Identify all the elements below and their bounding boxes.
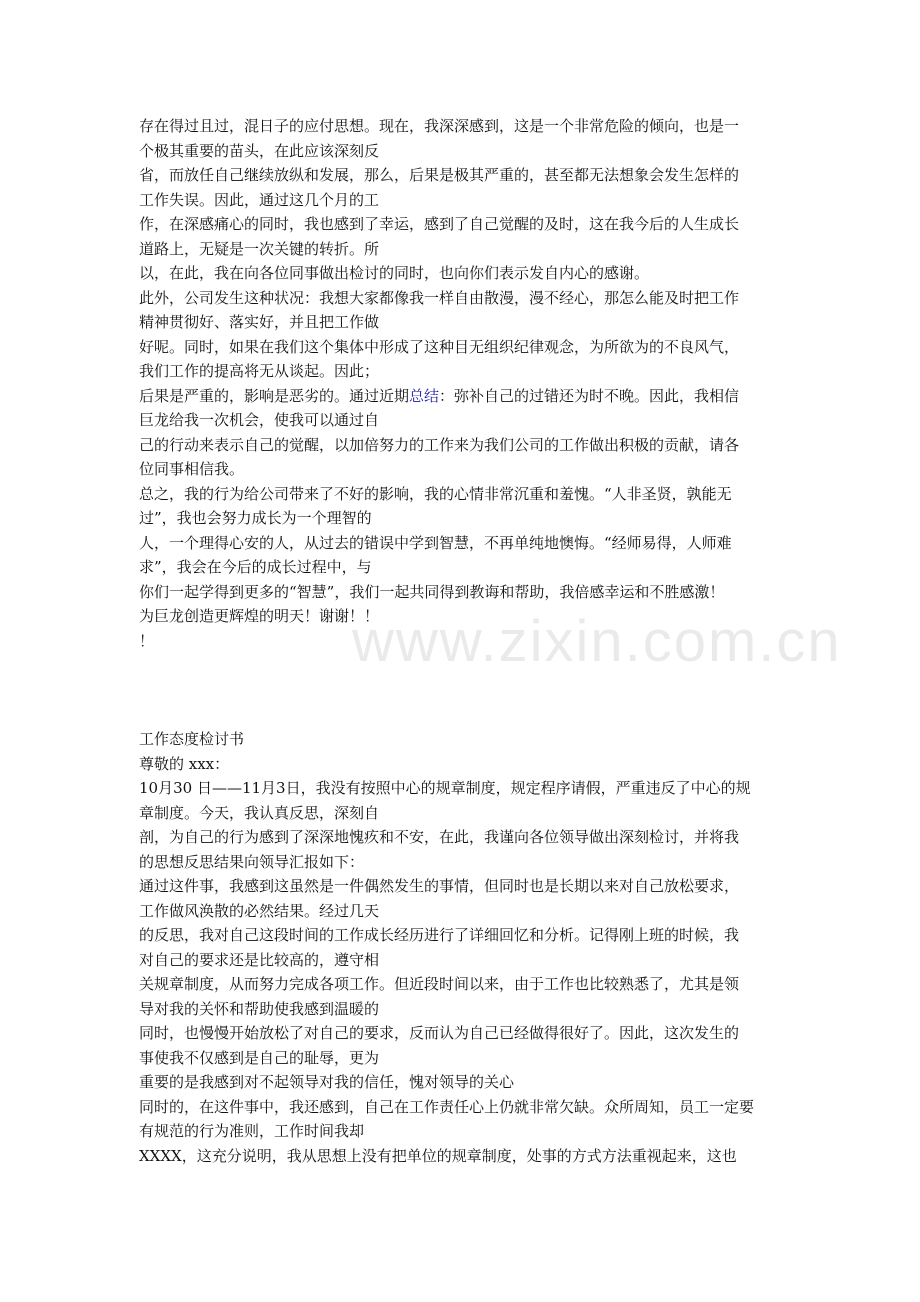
text-line: 人，一个理得心安的人，从过去的错误中学到智慧，不再单纯地懊悔。“经师易得，人师难 — [139, 533, 732, 552]
text-line: 工作做风涣散的必然结果。经过几天 — [139, 901, 380, 920]
text-line: 位同事相信我。 — [139, 460, 245, 478]
text-line: 总之，我的行为给公司带来了不好的影响，我的心情非常沉重和羞愧。“人非圣贤，孰能无 — [139, 484, 732, 503]
text-line: 有规范的行为准则，工作时间我却 — [139, 1122, 365, 1140]
text-line: 事使我不仅感到是自己的耻辱，更为 — [139, 1048, 380, 1067]
text-line: 的思想反思结果向领导汇报如下： — [139, 852, 365, 871]
text-segment: ：弥补自己的过错还为时不晚。因此，我相信 — [439, 386, 740, 405]
text-line: 工作失误。因此，通过这几个月的工 — [139, 190, 380, 209]
text-line: 关规章制度，从而努力完成各项工作。但近段时间以来，由于工作也比较熟悉了，尤其是领 — [139, 975, 740, 993]
text-line: 我们工作的提高将无从谈起。因此； — [139, 362, 380, 380]
text-line: 过”，我也会努力成长为一个理智的 — [139, 509, 372, 527]
text-line: 存在得过且过，混日子的应付思想。现在，我深深感到，这是一个非常危险的倾向，也是一 — [139, 117, 740, 135]
text-line: 个极其重要的苗头，在此应该深刻反 — [139, 141, 380, 160]
text-line: 巨龙给我一次机会，使我可以通过自 — [139, 411, 380, 429]
letter-continuation — [139, 114, 789, 653]
section-title: 工作态度检讨书 — [139, 730, 245, 748]
text-line: 剖，为自己的行为感到了深深地愧疚和不安，在此，我谨向各位领导做出深刻检讨，并将我 — [139, 828, 740, 846]
text-line: 导对我的关怀和帮助使我感到温暖的 — [139, 999, 380, 1018]
text-line: ！ — [139, 631, 155, 650]
text-line: 重要的是我感到对不起领导对我的信任，愧对领导的关心 — [139, 1073, 515, 1091]
text-line: 章制度。今天，我认真反思，深刻自 — [139, 803, 380, 822]
watermark: www.zixin.com.cn — [352, 609, 842, 674]
text-segment: 后果是严重的，影响是恶劣的。通过近期 — [139, 386, 410, 405]
text-line: 同时的，在这件事中，我还感到，自己在工作责任心上仍就非常欠缺。众所周知，员工一定要 — [139, 1097, 755, 1116]
text-line: 通过这件事，我感到这虽然是一件偶然发生的事情，但同时也是长期以来对自己放松要求， — [139, 877, 740, 895]
text-line: 求”，我会在今后的成长过程中，与 — [139, 558, 372, 576]
text-line: 同时，也慢慢开始放松了对自己的要求，反而认为自己已经做得很好了。因此，这次发生的 — [139, 1024, 740, 1042]
text-line-with-link — [139, 384, 789, 409]
text-line: XXXX，这充分说明，我从思想上没有把单位的规章制度，处事的方式方法重视起来，这也 — [139, 1146, 737, 1165]
text-line: 以，在此，我在向各位同事做出检讨的同时，也向你们表示发自内心的感谢。 — [139, 264, 650, 282]
greeting: 尊敬的 xxx： — [139, 754, 230, 773]
text-line: 你们一起学得到更多的“智慧”，我们一起共同得到教诲和帮助，我倍感幸运和不胜感激！ — [139, 582, 725, 601]
text-line: 省，而放任自己继续放纵和发展，那么，后果是极其严重的，甚至都无法想象会发生怎样的 — [139, 166, 740, 184]
work-attitude-letter — [139, 727, 789, 1168]
text-line: 作，在深感痛心的同时，我也感到了幸运，感到了自己觉醒的及时，这在我今后的人生成长 — [139, 215, 740, 233]
text-line: 精神贯彻好、落实好，并且把工作做 — [139, 313, 380, 331]
text-line: 己的行动来表示自己的觉醒，以加倍努力的工作来为我们公司的工作做出积极的贡献，请各 — [139, 435, 740, 454]
text-line: 10月30 日——11月3日，我没有按照中心的规章制度，规定程序请假，严重违反了中心的规 — [139, 779, 751, 797]
summary-link[interactable]: 总结 — [409, 386, 440, 405]
text-line: 对自己的要求还是比较高的，遵守相 — [139, 950, 380, 969]
text-line: 道路上，无疑是一次关键的转折。所 — [139, 239, 380, 258]
text-line: 的反思，我对自己这段时间的工作成长经历进行了详细回忆和分析。记得刚上班的时候，我 — [139, 926, 740, 944]
text-line: 好呢。同时，如果在我们这个集体中形成了这种目无组织纪律观念，为所欲为的不良风气， — [139, 337, 740, 356]
text-line: 此外，公司发生这种状况：我想大家都像我一样自由散漫，漫不经心，那怎么能及时把工作 — [139, 288, 740, 307]
text-line: 为巨龙创造更辉煌的明天！谢谢！！ — [139, 607, 380, 625]
